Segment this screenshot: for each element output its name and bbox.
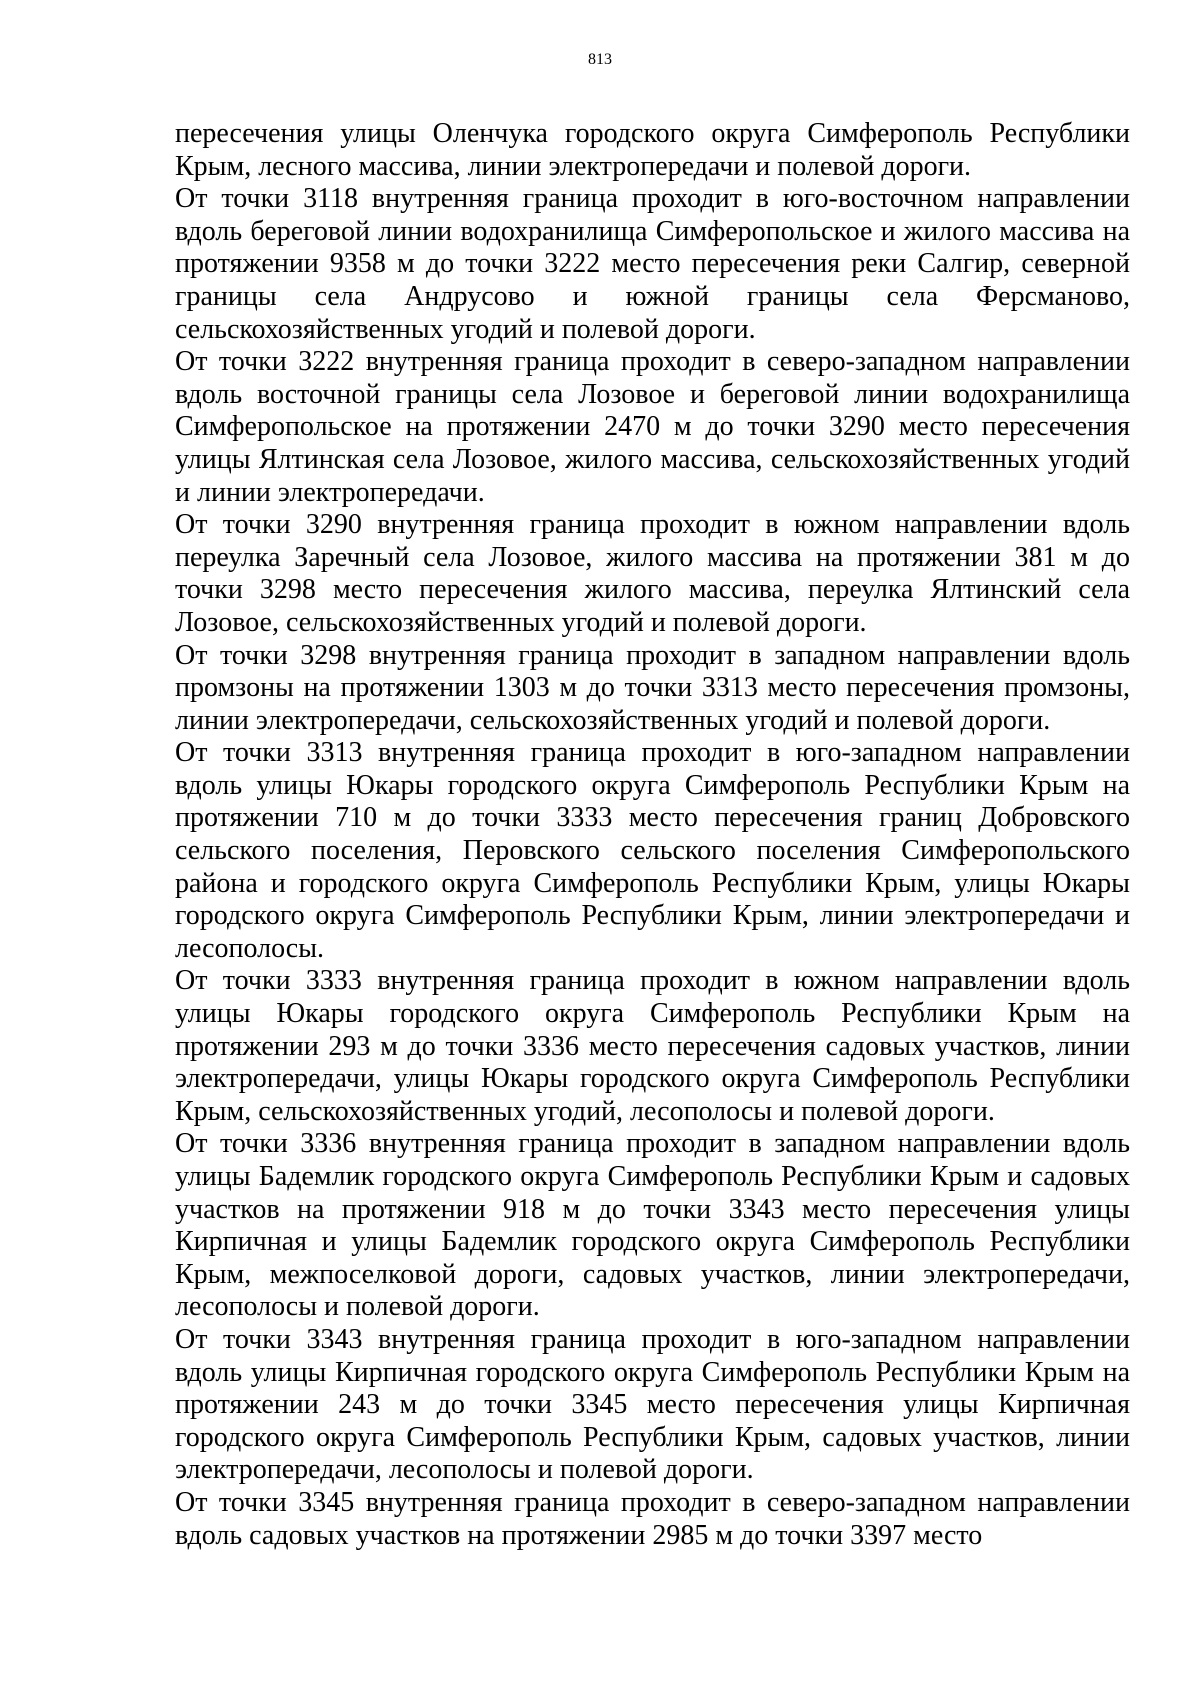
paragraph: От точки 3118 внутренняя граница проходит в юго-восточном направлении вдоль береговой линии водохранилища Симферопольское и жилого массива на протяжении 9358 м до точки 3222 место пересечения реки Салгир, северной границы села Андрусово и южной границы села Ферсманово, сельскохозяйственных угодий и полевой дороги.	[175, 183, 1130, 345]
paragraph: пересечения улицы Оленчука городского округа Симферополь Республики Крым, лесного массива, линии электропередачи и полевой дороги.	[175, 118, 1130, 182]
paragraph: От точки 3333 внутренняя граница проходит в южном направлении вдоль улицы Юкары городского округа Симферополь Республики Крым на протяжении 293 м до точки 3336 место пересечения садовых участков, линии электропередачи, улицы Юкары городского округа Симферополь Республики Крым, сельскохозяйственных угодий, лесополосы и полевой дороги.	[175, 965, 1130, 1127]
paragraph: От точки 3343 внутренняя граница проходит в юго-западном направлении вдоль улицы Кирпичная городского округа Симферополь Республики Крым на протяжении 243 м до точки 3345 место пересечения улицы Кирпичная городского округа Симферополь Республики Крым, садовых участков, линии электропередачи, лесополосы и полевой дороги.	[175, 1323, 1130, 1486]
paragraph: От точки 3336 внутренняя граница проходит в западном направлении вдоль улицы Бадемлик городского округа Симферополь Республики Крым и садовых участков на протяжении 918 м до точки 3343 место пересечения улицы Кирпичная и улицы Бадемлик городского округа Симферополь Республики Крым, межпоселковой дороги, садовых участков, линии электропередачи, лесополосы и полевой дороги.	[175, 1128, 1130, 1323]
paragraph: От точки 3345 внутренняя граница проходит в северо-западном направлении вдоль садовых участков на протяжении 2985 м до точки 3397 место	[175, 1486, 1130, 1551]
paragraph: От точки 3298 внутренняя граница проходит в западном направлении вдоль промзоны на протяжении 1303 м до точки 3313 место пересечения промзоны, линии электропередачи, сельскохозяйственных угодий и полевой дороги.	[175, 639, 1130, 736]
page-number: 813	[588, 51, 612, 68]
document-body	[175, 118, 1130, 1552]
paragraph: От точки 3313 внутренняя граница проходит в юго-западном направлении вдоль улицы Юкары городского округа Симферополь Республики Крым на протяжении 710 м до точки 3333 место пересечения границ Добровского сельского поселения, Перовского сельского поселения Симферопольского района и городского округа Симферополь Республики Крым, улицы Юкары городского округа Симферополь Республики Крым, линии электропередачи и лесополосы.	[175, 737, 1130, 964]
paragraph: От точки 3222 внутренняя граница проходит в северо-западном направлении вдоль восточной границы села Лозовое и береговой линии водохранилища Симферопольское на протяжении 2470 м до точки 3290 место пересечения улицы Ялтинская села Лозовое, жилого массива, сельскохозяйственных угодий и линии электропередачи.	[175, 346, 1130, 508]
paragraph: От точки 3290 внутренняя граница проходит в южном направлении вдоль переулка Заречный села Лозовое, жилого массива на протяжении 381 м до точки 3298 место пересечения жилого массива, переулка Ялтинский села Лозовое, сельскохозяйственных угодий и полевой дороги.	[175, 509, 1130, 638]
